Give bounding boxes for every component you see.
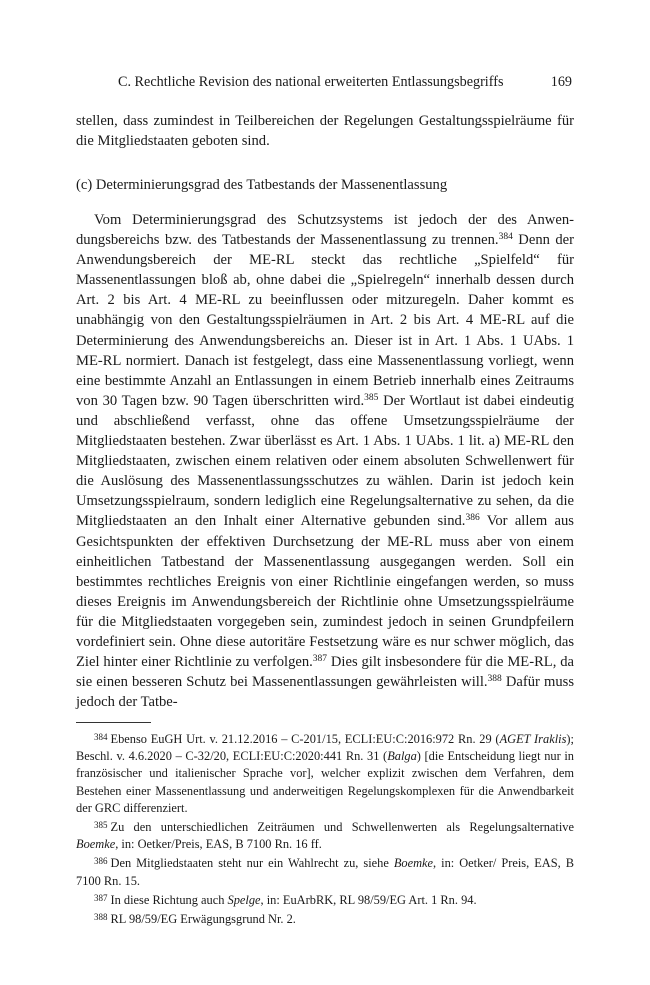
footnote-ref-385[interactable]: 385 — [364, 392, 379, 403]
footnote-text: In diese Richtung auch — [110, 892, 228, 907]
footnote-divider — [76, 722, 151, 723]
footnote-386 — [76, 855, 574, 889]
footnote-ref-386[interactable]: 386 — [465, 513, 480, 524]
section-heading-text: (c) Determinierungsgrad des Tatbestands der Massenentlassung — [76, 177, 448, 193]
footnote-text: Den Mitgliedstaaten steht nur ein Wahlrecht zu, siehe — [110, 856, 394, 871]
footnote-388 — [76, 911, 574, 928]
text-run: Der Wortlaut ist dabei eindeutig und abschließend verfasst, ohne das offene Umsetzungsspielräume der Mitgliedstaaten bestehen. Zwar überlässt es Art. 1 Abs. 1 UAbs. 1 lit. a) ME-RL den Mitgliedstaaten, zwischen einem relativen oder einem absoluten Schwellenwert für die Auslösung des Massenentlassungsschutzes zu wählen. Darin ist jedoch kein Umsetzungsspielraum, sondern lediglich eine Regelungsalternative zu sehen, da die Mitgliedstaaten an den Inhalt einer Alternative gebunden sind. — [76, 392, 574, 530]
author-name: Boemke — [76, 837, 116, 852]
footnote-387 — [76, 892, 574, 909]
case-name: AGET Iraklis — [499, 732, 567, 746]
footnote-ref-387[interactable]: 387 — [312, 654, 328, 665]
footnote-385 — [76, 819, 574, 853]
footnote-ref-384[interactable]: 384 — [498, 232, 513, 243]
text-run: Denn der Anwendungsbereich der ME-RL steckt das rechtliche „Spielfeld“ für Massenentlassungen bloß ab, ohne dabei die „Spielregeln“ innerhalb dessen durch Art. 2 bis Art. 4 ME-RL zu beeinflussen oder mitzuregeln. Daher kommt es unabhängig von den Gestaltungsspielräumen in Art. 2 bis Art. 4 ME-RL auf die Determinierung des Anwendungsbereichs an. Dieser ist in Art. 1 Abs. 1 UAbs. 1 ME-RL normiert. Danach ist festgelegt, dass eine Massenentlassung vorliegt, wenn eine bestimmte Anzahl an Entlassungen in einem Betrieb innerhalb eines Zeitraums von 30 Tagen bzw. 90 Tagen überschritten wird. — [76, 232, 574, 409]
running-header — [118, 73, 572, 91]
paragraph-text — [76, 210, 574, 712]
paragraph-continued — [76, 111, 574, 151]
footnote-ref-388[interactable]: 388 — [487, 674, 502, 685]
section-heading — [76, 175, 574, 195]
author-name: Boemke — [393, 856, 434, 871]
paragraph-text: stellen, dass zumindest in Teilbereichen der Regelungen Gestaltungsspielräume für die Mitgliedstaaten geboten sind. — [76, 113, 574, 150]
footnote-text: ) [die Entscheidung liegt nur in französischer und italienischer Sprache vor], welcher explizit zwischen dem Verfahren, dem Bestehen einer Massenentlassung und anderweitigen Regelungskomplexen für die Anwendbarkeit der GRC differenziert. — [76, 749, 574, 815]
footnote-number: 387 — [94, 892, 108, 903]
text-run: Vom Determinierungsgrad des Schutzsystems ist jedoch der des Anwendungsbereichs bzw. des Tatbestands der Massenentlassung zu trennen. — [76, 212, 574, 249]
footnotes — [76, 731, 574, 928]
footnote-text: ); Beschl. v. 4.6.2020 – C-32/20, ECLI:EU:C:2020:441 Rn. 31 ( — [76, 732, 574, 764]
author-name: Spelge — [227, 892, 261, 907]
running-title: C. Rechtliche Revision des national erweiterten Entlassungsbegriffs — [118, 74, 504, 90]
footnote-text: Zu den unterschiedlichen Zeiträumen und Schwellenwerten als Regelungsalternative — [110, 820, 574, 835]
footnote-number: 384 — [94, 732, 108, 742]
footnote-text: , in: Oetker/ Preis, EAS, B 7100 Rn. 15. — [76, 856, 574, 888]
footnote-text: Ebenso EuGH Urt. v. 21.12.2016 – C-201/15, ECLI:EU:C:2016:972 Rn. 29 ( — [110, 732, 500, 746]
footnote-number: 388 — [94, 912, 108, 923]
paragraph-main — [76, 210, 574, 712]
text-run: Dies gilt insbesondere für die ME-RL, da sie einen besseren Schutz bei Massenentlassungen gewährleisten will. — [76, 654, 574, 691]
text-run: Dafür muss jedoch der Tatbe- — [76, 674, 574, 711]
footnote-384 — [76, 731, 574, 817]
text-run: Vor allem aus Gesichtspunkten der effektiven Durchsetzung der ME-RL muss aber von einem einheitlichen Tatbestand der Massenentlassung ausgegangen werden. Soll ein bestimmtes rechtliches Ereignis von einer Richtlinie eingefangen werden, so muss dieses Ereignis im Anwendungsbereich der Richtlinie ohne Umsetzungsspielräume für die Mitgliedstaaten vorgegeben sein, zumindest jedoch in seinen Grundpfeilern vordefiniert sein. Ohne diese autoritäre Festsetzung wäre es nur schwer möglich, das Ziel hinter einer Richtlinie zu verfolgen. — [76, 513, 574, 671]
footnote-number: 385 — [94, 820, 108, 831]
case-name: Balga — [387, 749, 417, 764]
footnote-text: , in: EuArbRK, RL 98/59/EG Art. 1 Rn. 94. — [260, 892, 477, 907]
footnote-number: 386 — [94, 856, 108, 867]
page-number: 169 — [550, 74, 572, 90]
footnote-text: RL 98/59/EG Erwägungsgrund Nr. 2. — [110, 912, 296, 927]
footnote-text: , in: Oetker/Preis, EAS, B 7100 Rn. 16 ff. — [115, 837, 322, 852]
